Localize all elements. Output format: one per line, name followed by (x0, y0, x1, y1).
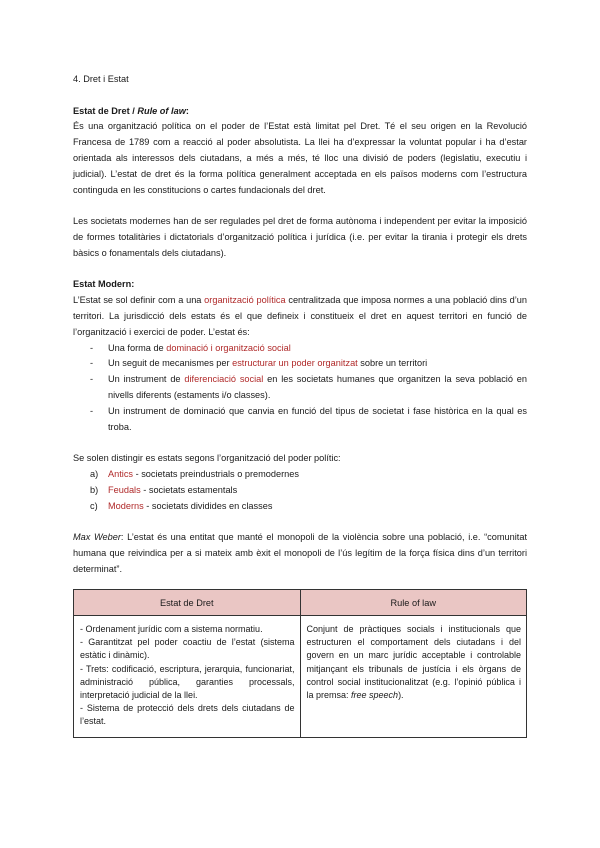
list-item (73, 404, 527, 436)
list-item (73, 483, 527, 499)
bullet-highlight: dominació i organització social (166, 342, 291, 353)
bullet-marker: - (90, 405, 94, 416)
table-header-row (74, 590, 527, 616)
intro-highlight: organització política (204, 295, 286, 306)
heading-suffix: : (185, 105, 189, 116)
column-header-estat-de-dret: Estat de Dret (74, 590, 301, 616)
type-name: Antics (108, 468, 134, 479)
type-name: Feudals (108, 484, 141, 495)
bullet-marker: - (90, 358, 94, 369)
estat-modern-heading: Estat Modern: (73, 279, 135, 290)
type-description: - societats dividides en classes (143, 500, 273, 511)
list-marker: c) (90, 500, 98, 511)
state-types-list (73, 467, 527, 514)
bullet-text: Una forma de (108, 342, 167, 353)
estat-de-dret-heading (73, 104, 527, 120)
estat-definition-list (73, 341, 527, 436)
cell-text-end: ). (398, 690, 404, 701)
bullet-marker: - (90, 342, 94, 353)
classification-intro: Se solen distingir es estats segons l’organització del poder polític: (73, 453, 341, 464)
intro-text-a: L’Estat se sol definir com a una (73, 295, 205, 306)
bullet-text: Un seguit de mecanismes per (108, 358, 233, 369)
comparison-table (73, 589, 527, 738)
type-description: - societats preindustrials o premodernes (133, 468, 299, 479)
heading-prefix: Estat de Dret / (73, 105, 138, 116)
document-body (73, 72, 527, 578)
cell-item: - Garantitzat pel poder coactiu de l’estat (sistema estàtic i dinàmic). (80, 637, 295, 661)
list-item (73, 467, 527, 483)
bullet-highlight: estructurar un poder organitzat (232, 358, 358, 369)
estat-modern-intro (73, 293, 527, 340)
list-item (73, 499, 527, 515)
bullet-text-end: en les societats humanes que organitzen la seva població en nivells diferents (estaments i/o classes). (108, 374, 528, 400)
type-description: - societats estamentals (140, 484, 238, 495)
list-item (73, 372, 527, 404)
heading-italic: Rule of law (137, 105, 186, 116)
quote-text: : L’estat és una entitat que manté el monopoli de la violència sobre una població, i.e. “comunitat humana que reivindica per a si mateix amb èxit el monopoli de l’ús legítim de la força física dins d’un territori determinat”. (73, 532, 528, 574)
list-item (73, 341, 527, 357)
cell-item: - Ordenament jurídic com a sistema normatiu. (80, 624, 263, 634)
rule-of-law-cell (300, 616, 527, 738)
list-item (73, 356, 527, 372)
cell-item: - Trets: codificació, escriptura, jerarquia, funcionariat, administració pública, garanties processals, interpretació judicial de la llei. (80, 663, 295, 701)
modern-societies-paragraph: Les societats modernes han de ser regulades pel dret de forma autònoma i independent per evitar la imposició de formes totalitàries i dictatorials d’organització política i jurídica (i.e. per evitar la tirania i protegir els drets bàsics o fonamentals dels ciutadans). (73, 216, 527, 258)
intro-text-b: centralitzada que imposa normes a una població dins d’un territori. La jurisdicció dels estats és el que defineix i constitueix el dret en aquest territori en funció de l’organització i exercici de poder. L’estat és: (73, 295, 527, 337)
bullet-text: Un instrument de dominació que canvia en funció del tipus de societat i fase històrica en la qual es troba. (108, 405, 527, 432)
table-row (74, 616, 527, 738)
weber-quote (73, 530, 527, 577)
list-marker: a) (90, 468, 99, 479)
column-header-rule-of-law: Rule of law (300, 590, 527, 616)
section-title: 4. Dret i Estat (73, 74, 129, 84)
bullet-highlight: diferenciació social (184, 374, 264, 385)
list-marker: b) (90, 484, 99, 495)
bullet-text: Un instrument de (108, 374, 185, 385)
bullet-marker: - (90, 374, 94, 385)
type-name: Moderns (108, 500, 144, 511)
bullet-text-end: sobre un territori (357, 358, 428, 369)
author-name: Max Weber (73, 532, 121, 543)
cell-item: - Sistema de protecció dels drets dels ciutadans de l’estat. (80, 703, 295, 727)
estat-de-dret-cell (74, 616, 301, 738)
cell-italic: free speech (351, 690, 399, 701)
estat-de-dret-paragraph: És una organització política on el poder de l’Estat està limitat pel Dret. Té el seu origen en la Revolució Francesa de 1789 com a reacció al poder absolutista. La llei ha d’expressar la voluntat popular i ha d’estar orientada als interessos dels ciutadans, a més a més, té lloc una divisió de poders (legislatiu, executiu i judicial). L’estat de dret és la forma política generalment acceptada en els països moderns com l’estructura continguda en les constitucions o cartes fundacionals del dret. (73, 121, 527, 195)
cell-text: Conjunt de pràctiques socials i institucionals que estructuren el comportament dels ciutadans i del govern en un marc jurídic acceptable i controlable mitjançant els tribunals de justícia i els òrgans de control social institucionalitzat (e.g. l’opinió pública i la premsa: (306, 624, 521, 701)
